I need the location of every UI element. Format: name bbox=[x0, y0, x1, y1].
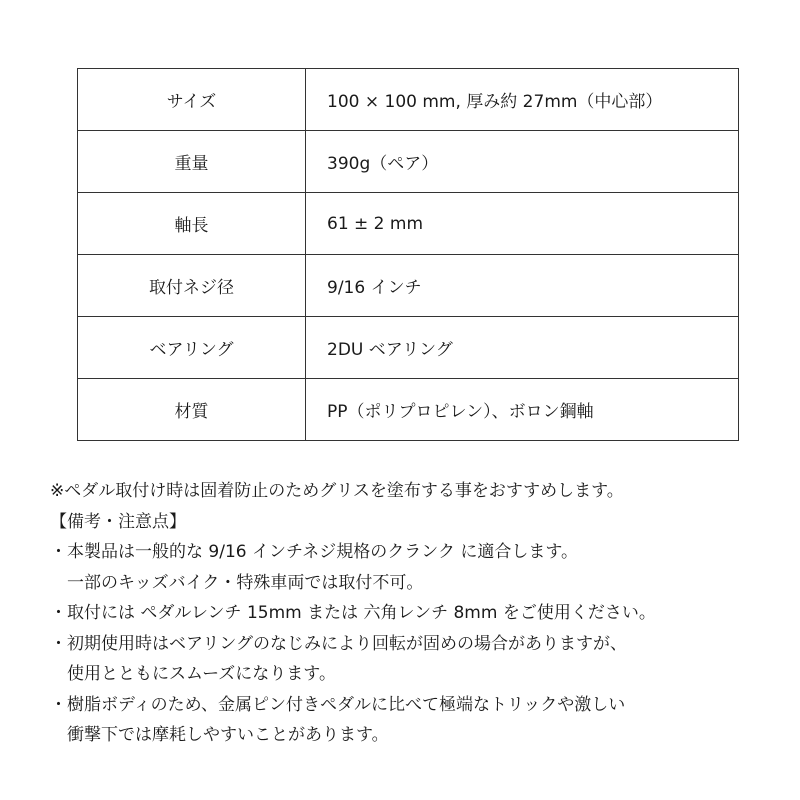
spec-value-axle-length: 61 ± 2 mm bbox=[306, 193, 739, 255]
notes-heading: 【備考・注意点】 bbox=[50, 511, 186, 532]
table-row bbox=[78, 69, 739, 131]
note-resin-body-cont: 衝撃下では摩耗しやすいことがあります。 bbox=[67, 725, 389, 745]
table-row bbox=[78, 193, 739, 255]
spec-table bbox=[77, 68, 739, 441]
spec-label-size: サイズ bbox=[78, 69, 306, 131]
spec-label-bearing: ベアリング bbox=[78, 317, 306, 379]
table-row bbox=[78, 317, 739, 379]
spec-value-material: PP（ポリプロピレン）、ボロン鋼軸 bbox=[306, 379, 739, 441]
note-initial-rotation: ・初期使用時はベアリングのなじみにより回転が固めの場合がありますが、 bbox=[50, 633, 627, 654]
table-row bbox=[78, 131, 739, 193]
spec-label-thread: 取付ネジ径 bbox=[78, 255, 306, 317]
note-resin-body: ・樹脂ボディのため、金属ピン付きペダルに比べて極端なトリックや激しい bbox=[50, 694, 626, 715]
spec-value-thread: 9/16 インチ bbox=[306, 255, 739, 317]
note-compatibility-cont: 一部のキッズバイク・特殊車両では取付不可。 bbox=[67, 572, 424, 593]
spec-value-bearing: 2DU ベアリング bbox=[306, 317, 739, 379]
table-row bbox=[78, 379, 739, 441]
grease-note: ※ペダル取付け時は固着防止のためグリスを塗布する事をおすすめします。 bbox=[50, 481, 624, 501]
spec-value-weight: 390g（ペア） bbox=[306, 131, 739, 193]
note-compatibility: ・本製品は一般的な 9/16 インチネジ規格のクランク に適合します。 bbox=[50, 542, 579, 562]
spec-label-axle-length: 軸長 bbox=[78, 193, 306, 255]
note-installation-tools: ・取付には ペダルレンチ 15mm または 六角レンチ 8mm をご使用ください。 bbox=[50, 603, 656, 623]
note-initial-rotation-cont: 使用とともにスムーズになります。 bbox=[67, 664, 336, 684]
spec-value-size: 100 × 100 mm, 厚み約 27mm（中心部） bbox=[306, 69, 739, 131]
notes-section bbox=[50, 476, 770, 751]
spec-label-material: 材質 bbox=[78, 379, 306, 441]
spec-label-weight: 重量 bbox=[78, 131, 306, 193]
table-row bbox=[78, 255, 739, 317]
